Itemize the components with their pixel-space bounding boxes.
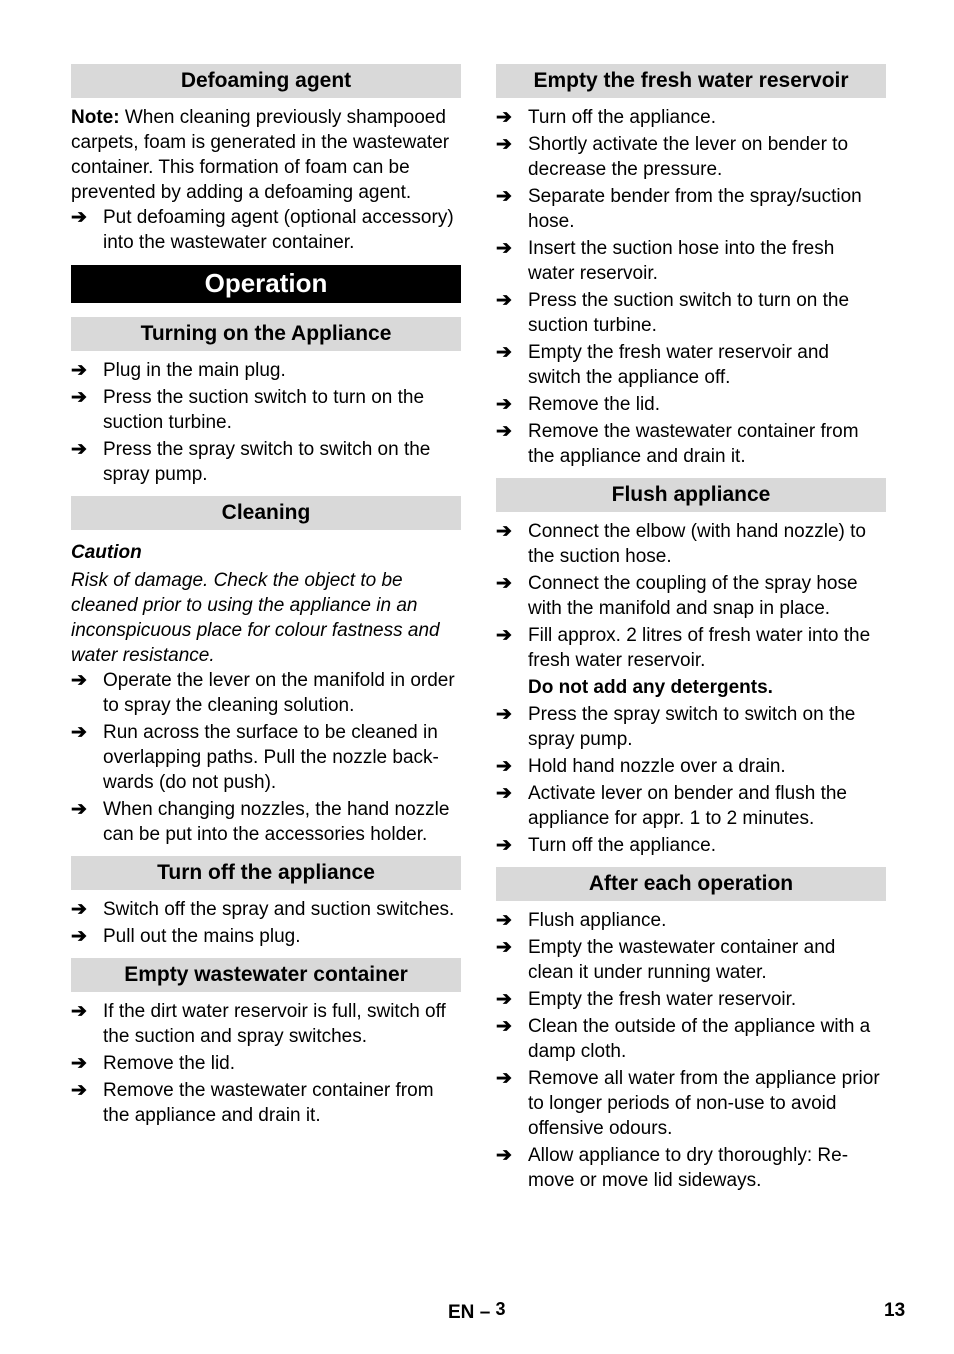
arrow-right-icon: ➔: [496, 186, 512, 207]
heading-turn-off: Turn off the appliance: [71, 856, 461, 890]
section-empty-fresh: [496, 64, 886, 469]
note-text: When cleaning previously shampooed carpets, foam is generated in the wastewater container. This formation of foam can be prevented by adding a defoaming agent.: [71, 107, 450, 203]
defoaming-list: [71, 205, 461, 255]
list-item: ➔ When changing nozzles, the hand nozzle can be put into the accessories holder.: [71, 799, 450, 845]
arrow-right-icon: ➔: [71, 360, 87, 381]
left-column: [71, 64, 461, 1137]
arrow-right-icon: ➔: [496, 573, 512, 594]
arrow-right-icon: ➔: [496, 756, 512, 777]
section-after: [496, 867, 886, 1193]
heading-empty-waste: Empty wastewater container: [71, 958, 461, 992]
arrow-right-icon: ➔: [71, 387, 87, 408]
footer-section-number: 3: [495, 1299, 506, 1319]
list-item: ➔ Connect the elbow (with hand nozzle) to the suction hose.: [496, 521, 866, 567]
footer-section-label: [448, 1297, 506, 1325]
list-item: ➔ Remove the lid.: [496, 394, 661, 415]
heading-cleaning: Cleaning: [71, 496, 461, 530]
list-item: ➔ Press the suction switch to turn on the suction turbine.: [71, 387, 425, 433]
arrow-right-icon: ➔: [71, 799, 87, 820]
heading-defoaming: Defoaming agent: [71, 64, 461, 98]
list-item: ➔ Fill approx. 2 litres of fresh water into the fresh water reservoir.: [496, 625, 871, 671]
arrow-right-icon: ➔: [496, 989, 512, 1010]
list-item: ➔ Plug in the main plug.: [71, 360, 286, 381]
list-item: ➔ Empty the fresh water reservoir and switch the appliance off.: [496, 342, 829, 388]
flush-list-a: [496, 519, 886, 673]
empty-fresh-list: [496, 105, 886, 469]
list-item: ➔ Remove all water from the appliance prior to longer periods of non-use to avoid offensive odours.: [496, 1068, 880, 1139]
list-item: ➔ Press the spray switch to switch on the spray pump.: [496, 704, 856, 750]
section-turning-on: [71, 317, 461, 487]
arrow-right-icon: ➔: [496, 134, 512, 155]
note-label: Note:: [71, 107, 120, 128]
heading-empty-fresh: Empty the fresh water reservoir: [496, 64, 886, 98]
list-item: ➔ Remove the wastewater container from the appliance and drain it.: [496, 421, 859, 467]
list-item: ➔ Connect the coupling of the spray hose with the manifold and snap in place.: [496, 573, 858, 619]
arrow-right-icon: ➔: [496, 783, 512, 804]
list-item: ➔ Insert the suction hose into the fresh water reservoir.: [496, 238, 835, 284]
arrow-right-icon: ➔: [496, 835, 512, 856]
page-number: 13: [884, 1300, 906, 1321]
heading-after: After each operation: [496, 867, 886, 901]
arrow-right-icon: ➔: [496, 238, 512, 259]
arrow-right-icon: ➔: [496, 1016, 512, 1037]
note-paragraph: [71, 105, 461, 205]
heading-operation: Operation: [71, 265, 461, 303]
right-column: [496, 64, 886, 1202]
list-item: ➔ Press the suction switch to turn on the suction turbine.: [496, 290, 850, 336]
list-item: ➔ Shortly activate the lever on bender to decrease the pressure.: [496, 134, 849, 180]
list-item: ➔ Turn off the appliance.: [496, 107, 717, 128]
arrow-right-icon: ➔: [496, 107, 512, 128]
list-item: ➔ If the dirt water reservoir is full, switch off the suction and spray switches.: [71, 1001, 446, 1047]
footer-lang: EN: [448, 1302, 475, 1323]
section-turn-off: [71, 856, 461, 949]
list-item: ➔ Empty the wastewater container and clean it under running water.: [496, 937, 836, 983]
detergent-warning: Do not add any detergents.: [528, 677, 773, 698]
list-item: ➔ Operate the lever on the manifold in order to spray the cleaning solution.: [71, 670, 455, 716]
arrow-right-icon: ➔: [496, 704, 512, 725]
arrow-right-icon: ➔: [71, 722, 87, 743]
list-item: ➔ Clean the outside of the appliance with a damp cloth.: [496, 1016, 871, 1062]
arrow-right-icon: ➔: [71, 670, 87, 691]
list-item: ➔ Separate bender from the spray/suction hose.: [496, 186, 862, 232]
list-item: ➔ Press the spray switch to switch on the spray pump.: [71, 439, 431, 485]
arrow-right-icon: ➔: [71, 439, 87, 460]
arrow-right-icon: ➔: [496, 421, 512, 442]
list-item: ➔ Run across the surface to be cleaned in overlapping paths. Pull the nozzle backwards (do not push).: [71, 722, 439, 793]
list-item: ➔ Turn off the appliance.: [496, 835, 717, 856]
list-item: ➔ Put defoaming agent (optional accessory) into the wastewater container.: [71, 207, 454, 253]
arrow-right-icon: ➔: [71, 899, 87, 920]
list-item: ➔ Activate lever on bender and flush the appliance for appr. 1 to 2 minutes.: [496, 783, 847, 829]
arrow-right-icon: ➔: [71, 1080, 87, 1101]
arrow-right-icon: ➔: [71, 926, 87, 947]
footer-dash: –: [479, 1302, 491, 1323]
list-item: ➔ Switch off the spray and suction switches.: [71, 899, 455, 920]
arrow-right-icon: ➔: [496, 910, 512, 931]
section-empty-waste: [71, 958, 461, 1128]
arrow-right-icon: ➔: [71, 207, 87, 228]
arrow-right-icon: ➔: [496, 290, 512, 311]
arrow-right-icon: ➔: [496, 394, 512, 415]
arrow-right-icon: ➔: [496, 625, 512, 646]
list-item: ➔ Hold hand nozzle over a drain.: [496, 756, 786, 777]
section-flush: [496, 478, 886, 858]
arrow-right-icon: ➔: [71, 1001, 87, 1022]
heading-turning-on: Turning on the Appliance: [71, 317, 461, 351]
list-item: ➔ Allow appliance to dry thoroughly: Remove or move lid sideways.: [496, 1145, 849, 1191]
section-defoaming: [71, 64, 461, 255]
turning-on-list: [71, 358, 461, 487]
section-cleaning: [71, 496, 461, 847]
caution-label: Caution: [71, 542, 142, 563]
list-item: ➔ Remove the lid.: [71, 1053, 236, 1074]
arrow-right-icon: ➔: [496, 521, 512, 542]
arrow-right-icon: ➔: [496, 937, 512, 958]
list-item: ➔ Pull out the mains plug.: [71, 926, 301, 947]
arrow-right-icon: ➔: [496, 1145, 512, 1166]
turn-off-list: [71, 897, 461, 949]
flush-list-b: [496, 702, 886, 858]
empty-waste-list: [71, 999, 461, 1128]
list-item: ➔ Flush appliance.: [496, 910, 667, 931]
arrow-right-icon: ➔: [71, 1053, 87, 1074]
arrow-right-icon: ➔: [496, 1068, 512, 1089]
list-item: ➔ Empty the fresh water reservoir.: [496, 989, 797, 1010]
caution-text: Risk of damage. Check the object to be cleaned prior to using the appliance in an inconspicuous place for colour fastness and water resistance.: [71, 570, 440, 666]
arrow-right-icon: ➔: [496, 342, 512, 363]
after-list: [496, 908, 886, 1193]
list-item: ➔ Remove the wastewater container from the appliance and drain it.: [71, 1080, 434, 1126]
heading-flush: Flush appliance: [496, 478, 886, 512]
cleaning-list: [71, 668, 461, 847]
